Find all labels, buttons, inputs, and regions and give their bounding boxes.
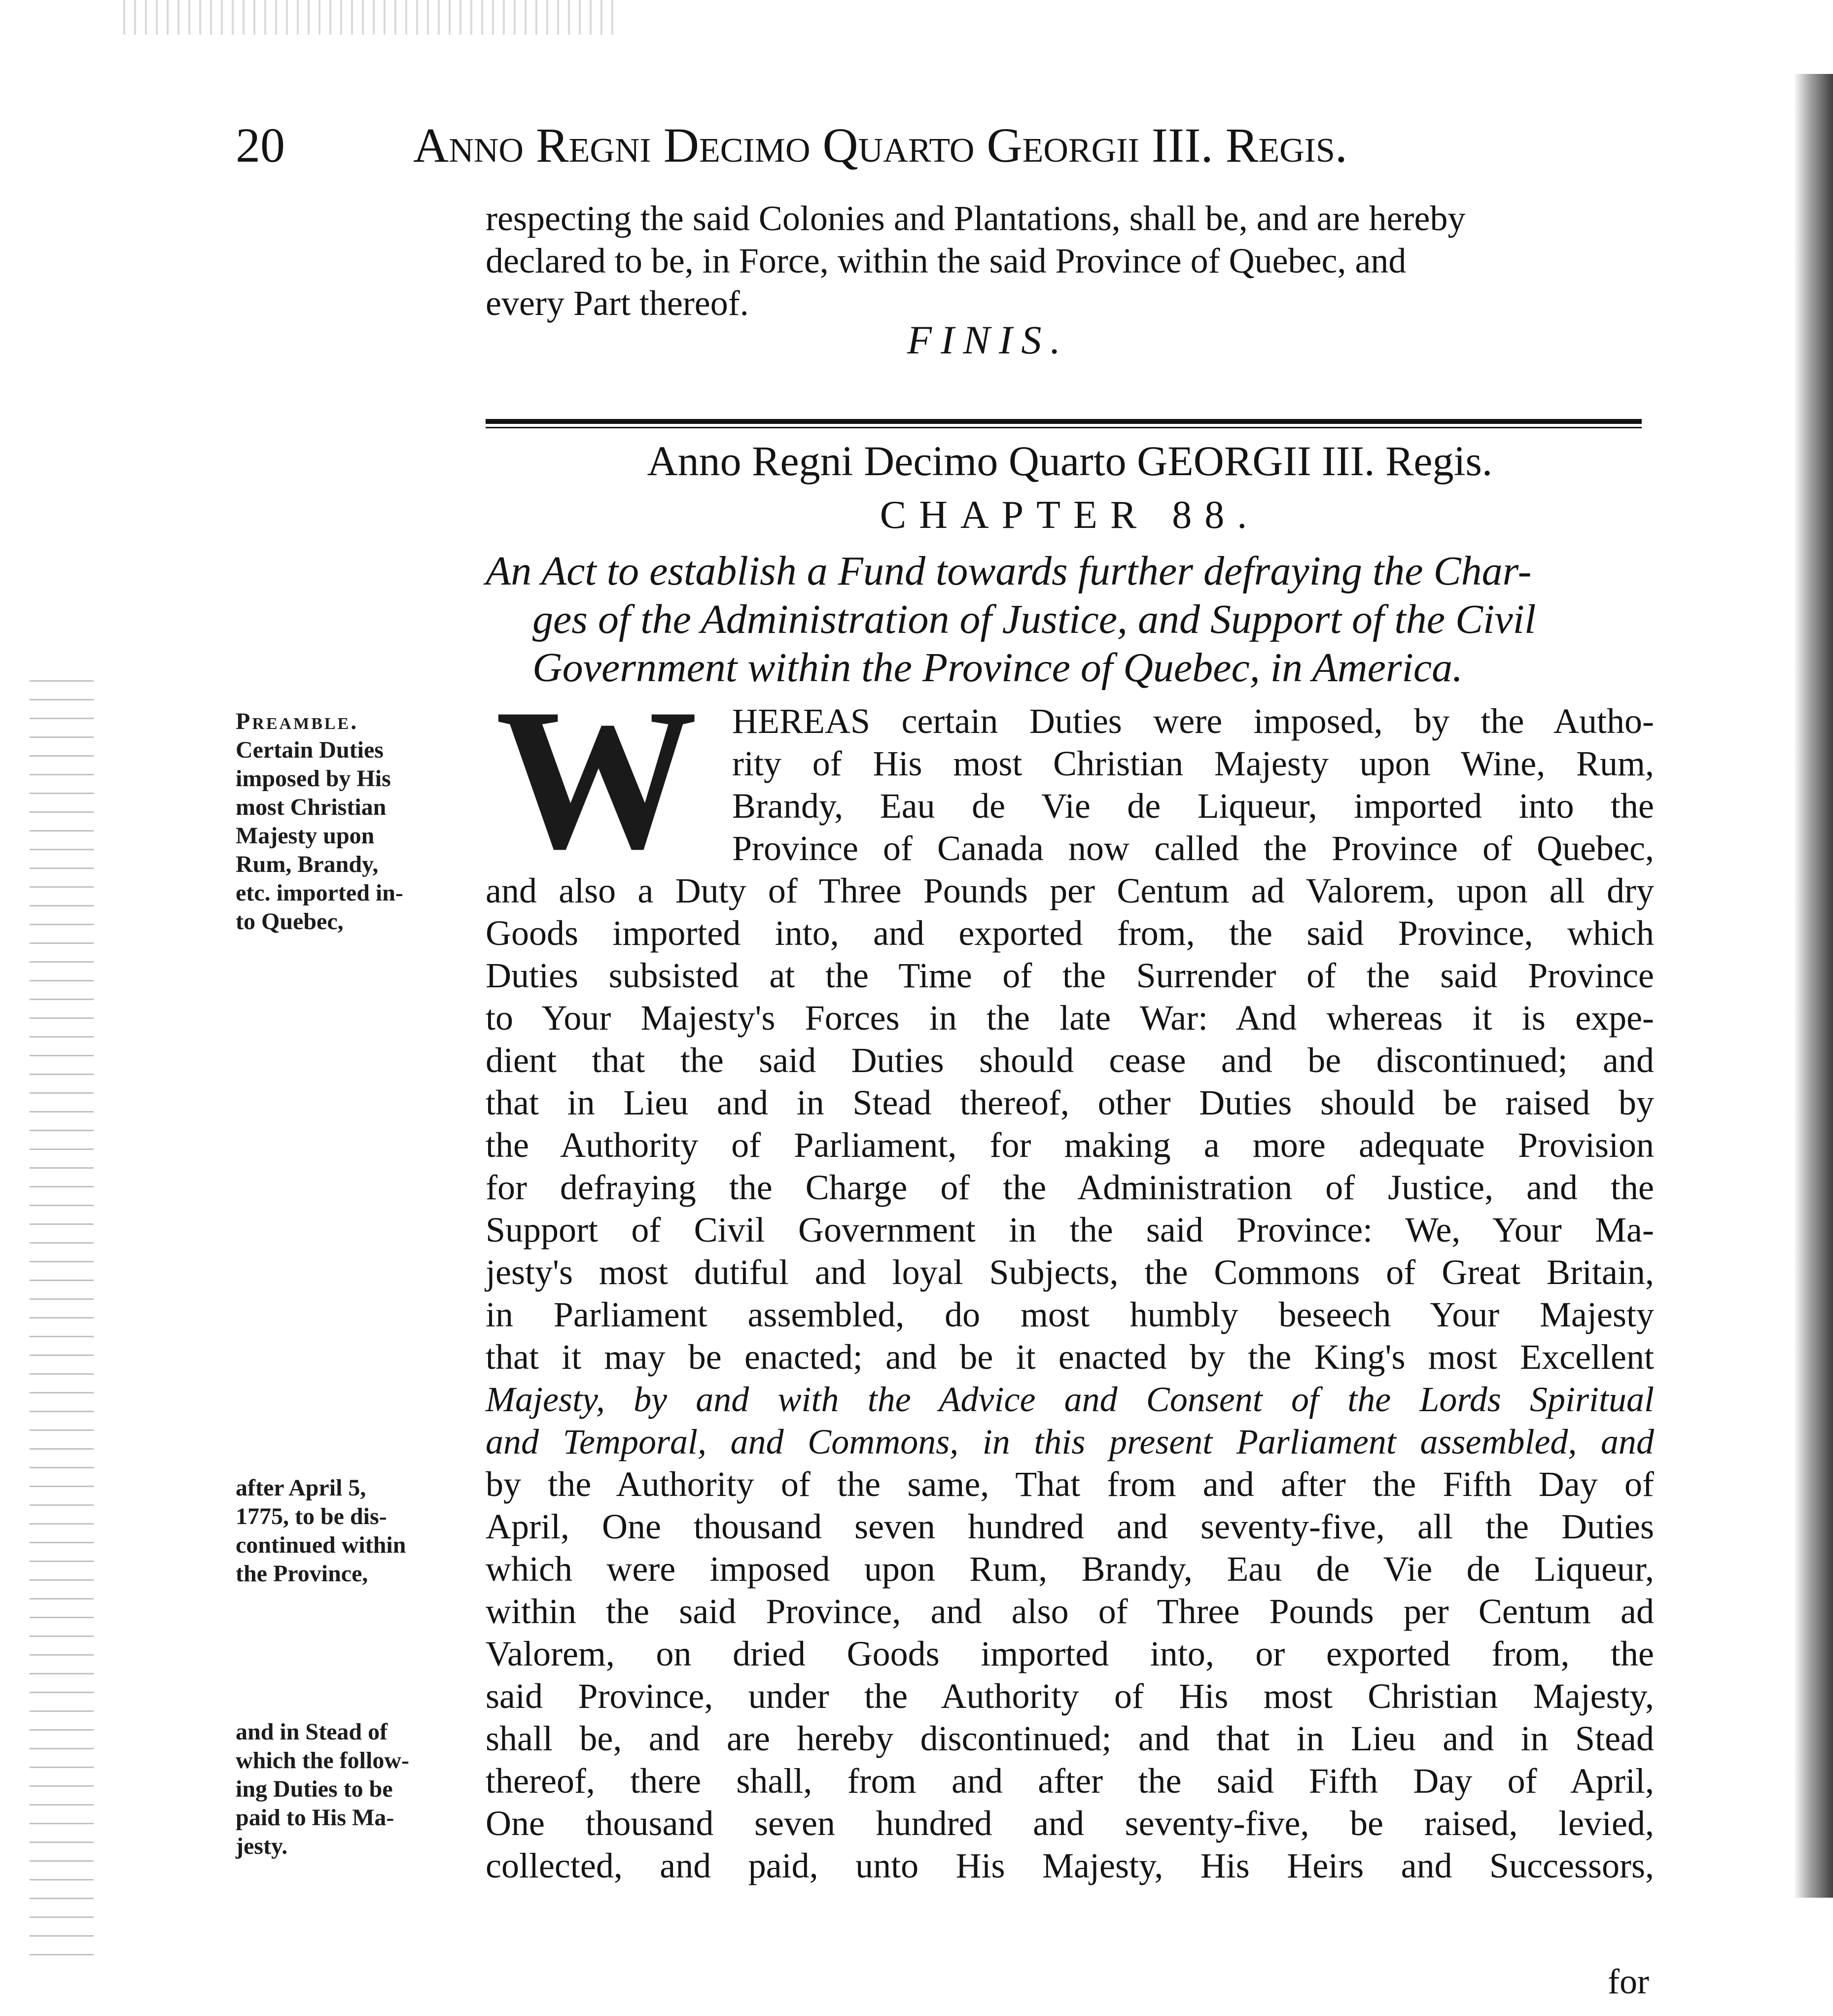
- body-line: HEREAS certain Duties were imposed, by the Autho-: [732, 701, 1654, 741]
- body-line: Brandy, Eau de Vie de Liqueur, imported into the: [732, 786, 1654, 826]
- running-title: Anno Regni Decimo Quarto Georgii III. Regis.: [413, 118, 1347, 173]
- body-line: by the Authority of the same, That from and after the Fifth Day of: [486, 1464, 1654, 1504]
- margin-note-in-stead: [236, 1718, 472, 1861]
- previous-act-line: respecting the said Colonies and Plantations, shall be, and are hereby: [486, 199, 1466, 238]
- body-line: in Parliament assembled, do most humbly beseech Your Majesty: [486, 1295, 1654, 1334]
- margin-note-line: to Quebec,: [236, 908, 344, 935]
- long-title-line: An Act to establish a Fund towards further defraying the Char-: [486, 548, 1532, 594]
- scan-noise-left: [30, 680, 94, 1962]
- margin-note-line: jesty.: [236, 1833, 288, 1859]
- body-line: to Your Majesty's Forces in the late War: And whereas it is expe-: [486, 998, 1654, 1038]
- body-line: collected, and paid, unto His Majesty, His Heirs and Successors,: [486, 1846, 1654, 1885]
- margin-note-line: Certain Duties: [236, 737, 384, 763]
- body-line: shall be, and are hereby discontinued; and that in Lieu and in Stead: [486, 1719, 1654, 1758]
- body-line: which were imposed upon Rum, Brandy, Eau de Vie de Liqueur,: [486, 1549, 1654, 1589]
- body-line: Majesty, by and with the Advice and Consent of the Lords Spiritual: [486, 1380, 1654, 1419]
- body-line: Valorem, on dried Goods imported into, or exported from, the: [486, 1634, 1654, 1673]
- section-rule: [486, 419, 1642, 428]
- body-line: Province of Canada now called the Province of Quebec,: [732, 829, 1654, 868]
- body-line: that in Lieu and in Stead thereof, other Duties should be raised by: [486, 1083, 1654, 1122]
- page-number: 20: [236, 118, 285, 173]
- previous-act-line: declared to be, in Force, within the said Province of Quebec, and: [486, 241, 1407, 280]
- finis: FINIS.: [907, 317, 1069, 362]
- margin-note-line: most Christian: [236, 794, 387, 820]
- previous-act-line: every Part thereof.: [486, 283, 749, 323]
- scan-noise-top: [123, 0, 616, 35]
- body-line: said Province, under the Authority of His most Christian Majesty,: [486, 1676, 1654, 1716]
- act-heading: Anno Regni Decimo Quarto GEORGII III. Regis.: [647, 437, 1493, 485]
- running-head: [236, 113, 1567, 177]
- margin-note-line: paid to His Ma-: [236, 1805, 394, 1831]
- margin-note-line: imposed by His: [236, 765, 391, 792]
- body-line: jesty's most dutiful and loyal Subjects, the Commons of Great Britain,: [486, 1252, 1654, 1292]
- body-line: April, One thousand seven hundred and seventy-five, all the Duties: [486, 1507, 1654, 1546]
- binding-shadow: [1794, 74, 1833, 1898]
- body-line: within the said Province, and also of Three Pounds per Centum ad: [486, 1592, 1654, 1631]
- margin-note-line: Rum, Brandy,: [236, 851, 379, 877]
- margin-note-line: and in Stead of: [236, 1719, 388, 1745]
- long-title-line: ges of the Administration of Justice, and Support of the Civil: [532, 596, 1536, 642]
- margin-note-label: Preamble.: [236, 708, 359, 734]
- margin-note-line: continued within: [236, 1532, 406, 1558]
- catchword: for: [1608, 1962, 1649, 2001]
- margin-note-line: 1775, to be dis-: [236, 1503, 387, 1529]
- drop-cap: W: [495, 667, 698, 891]
- body-line: One thousand seven hundred and seventy-five, be raised, levied,: [486, 1804, 1654, 1843]
- long-title-line: Government within the Province of Quebec, in America.: [532, 645, 1463, 691]
- margin-note-line: after April 5,: [236, 1475, 366, 1501]
- body-line: dient that the said Duties should cease and be discontinued; and: [486, 1041, 1654, 1080]
- body-line: Goods imported into, and exported from, the said Province, which: [486, 913, 1654, 953]
- margin-note-line: etc. imported in-: [236, 880, 403, 906]
- margin-note-preamble: [236, 707, 472, 936]
- body-line: Support of Civil Government in the said Province: We, Your Ma-: [486, 1210, 1654, 1250]
- previous-act-text: [486, 197, 1654, 324]
- margin-note-line: ing Duties to be: [236, 1776, 393, 1802]
- act-body: [486, 700, 1654, 1887]
- body-line: for defraying the Charge of the Administration of Justice, and the: [486, 1168, 1654, 1207]
- body-line: and Temporal, and Commons, in this present Parliament assembled, and: [486, 1422, 1654, 1461]
- margin-note-line: the Province,: [236, 1561, 368, 1587]
- chapter-heading: CHAPTER 88.: [880, 493, 1260, 537]
- body-line: Duties subsisted at the Time of the Surrender of the said Province: [486, 956, 1654, 995]
- margin-note-after-april: [236, 1474, 472, 1588]
- body-line: that it may be enacted; and be it enacted by the King's most Excellent: [486, 1337, 1654, 1377]
- margin-note-line: Majesty upon: [236, 823, 375, 849]
- margin-note-line: which the follow-: [236, 1747, 409, 1773]
- body-line: thereof, there shall, from and after the said Fifth Day of April,: [486, 1761, 1654, 1801]
- body-line: rity of His most Christian Majesty upon Wine, Rum,: [732, 744, 1654, 783]
- body-line: and also a Duty of Three Pounds per Centum ad Valorem, upon all dry: [486, 871, 1654, 910]
- body-line: the Authority of Parliament, for making a more adequate Provision: [486, 1125, 1654, 1165]
